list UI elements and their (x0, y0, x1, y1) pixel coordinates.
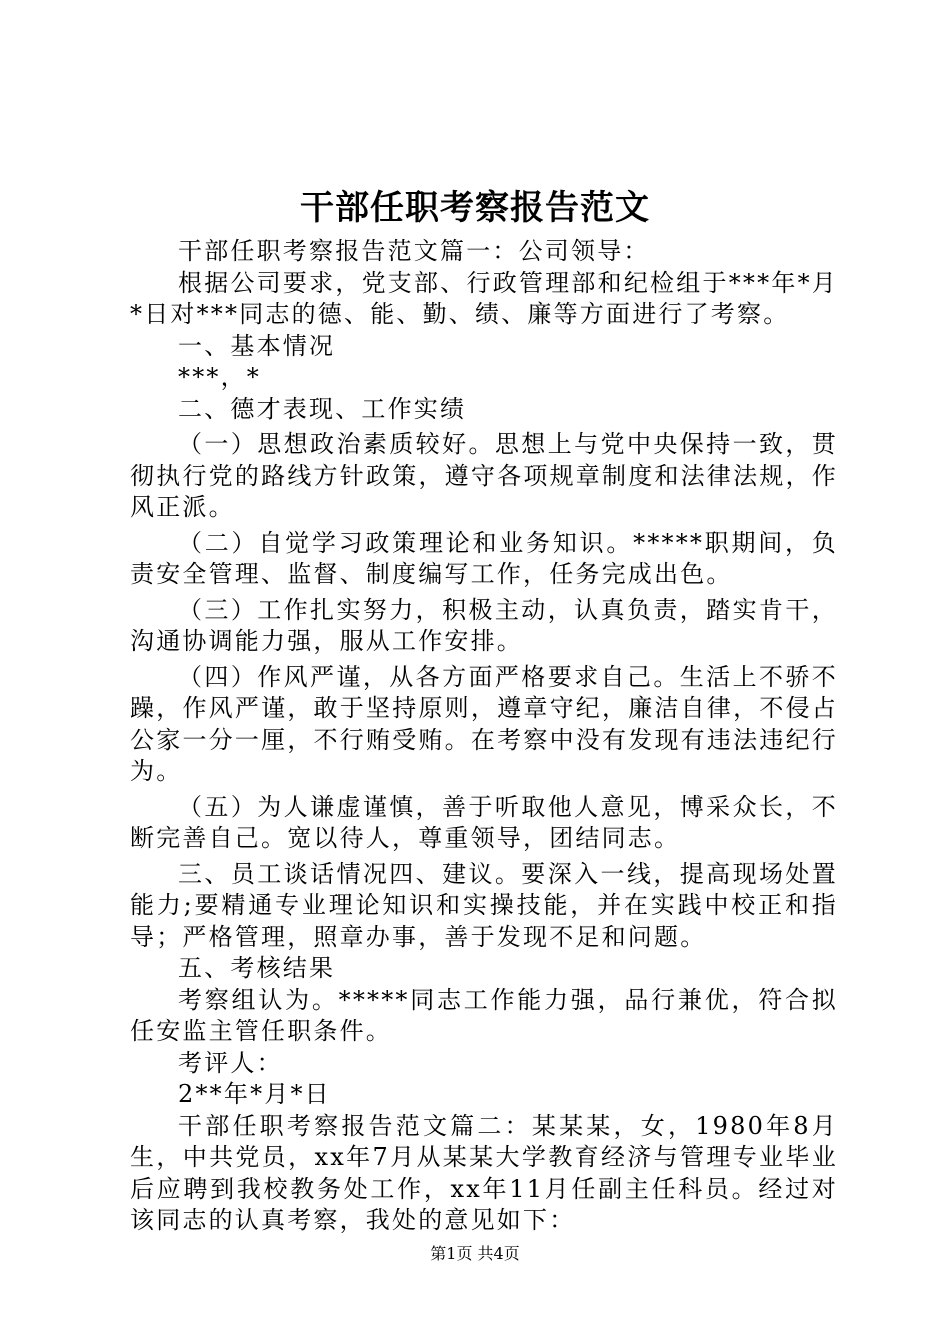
paragraph: ***，* (178, 363, 261, 391)
paragraph: 根据公司要求，党支部、行政管理部和纪检组于***年*月*日对***同志的德、能、勤、绩、廉等方面进行了考察。 (130, 268, 838, 328)
paragraph: （五）为人谦虚谨慎，善于听取他人意见，博采众长，不断完善自己。宽以待人，尊重领导，团结同志。 (130, 792, 838, 852)
page-footer: 第1页 共4页 (430, 1244, 520, 1263)
paragraph: （三）工作扎实努力，积极主动，认真负责，踏实肯干，沟通协调能力强，服从工作安排。 (130, 595, 838, 655)
paragraph: 2**年*月*日 (178, 1080, 331, 1108)
paragraph: 考评人： (178, 1048, 283, 1077)
paragraph: 干部任职考察报告范文篇二：某某某，女，1980年8月生，中共党员，xx年7月从某某大学教育经济与管理专业毕业后应聘到我校教务处工作，xx年11月任副主任科员。经过对该同志的认真考察，我处的意见如下： (130, 1111, 838, 1234)
paragraph: 干部任职考察报告范文篇一：公司领导： (178, 237, 650, 265)
paragraph: 考察组认为。*****同志工作能力强，品行兼优，符合拟任安监主管任职条件。 (130, 985, 838, 1045)
paragraph: 三、员工谈话情况四、建议。要深入一线，提高现场处置能力;要精通专业理论知识和实操技能，并在实践中校正和指导；严格管理，照章办事，善于发现不足和问题。 (130, 859, 838, 951)
paragraph: （一）思想政治素质较好。思想上与党中央保持一致，贯彻执行党的路线方针政策，遵守各项规章制度和法律法规，作风正派。 (130, 430, 838, 521)
section-heading: 一、基本情况 (178, 331, 336, 360)
document-title: 干部任职考察报告范文 (300, 188, 650, 228)
paragraph: （四）作风严谨，从各方面严格要求自己。生活上不骄不躁，作风严谨，敢于坚持原则，遵章守纪，廉洁自律，不侵占公家一分一厘，不行贿受贿。在考察中没有发现有违法违纪行为。 (130, 662, 838, 785)
section-heading: 五、考核结果 (178, 954, 336, 982)
paragraph: （二）自觉学习政策理论和业务知识。*****职期间，负责安全管理、监督、制度编写工作，任务完成出色。 (130, 528, 838, 588)
document-body (130, 236, 838, 1237)
section-heading: 二、德才表现、工作实绩 (178, 394, 467, 423)
